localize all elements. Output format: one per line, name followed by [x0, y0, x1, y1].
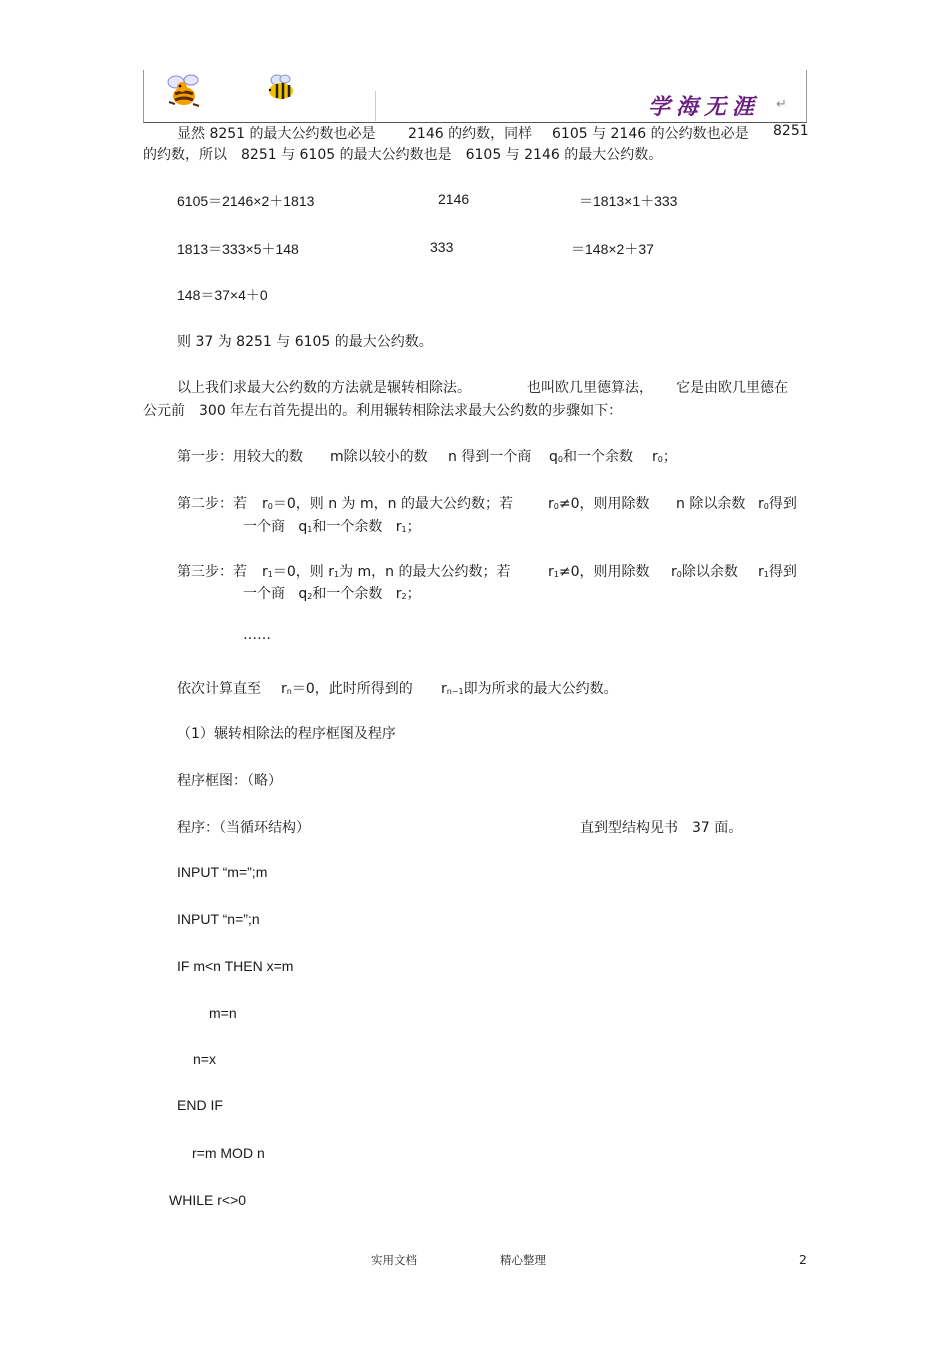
- subscript: 1: [307, 525, 313, 534]
- var-r: r: [548, 564, 554, 580]
- subscript: 2: [307, 592, 313, 601]
- equation-3: ＝1813×1＋333: [579, 193, 678, 209]
- para1-line1-d: 8251: [773, 123, 809, 139]
- text: 为 m，n 的最大公约数；若: [339, 564, 511, 580]
- flowchart-line: 程序框图：（略）: [177, 773, 282, 789]
- equation-7: 148＝37×4＋0: [177, 287, 268, 303]
- text: ；: [406, 519, 421, 535]
- text: 除以余数: [681, 564, 738, 580]
- para1-line2: 的约数，所以 8251 与 6105 的最大公约数也是 6105 与 2146 的最大公约数。: [143, 147, 663, 163]
- page-number: 2: [799, 1252, 807, 1267]
- code-line-1: INPUT “m=”;m: [177, 864, 268, 880]
- para1-line1-b: 2146 的约数，同样: [408, 126, 533, 142]
- step3-r1: [262, 561, 511, 581]
- code-line-4: m=n: [209, 1005, 237, 1021]
- text: 一个商: [243, 586, 285, 602]
- text: 和一个余数: [312, 586, 383, 602]
- header-divider: [375, 91, 376, 121]
- step1-q: [549, 446, 633, 466]
- step2-r0c: [758, 493, 797, 513]
- subscript: 0: [267, 502, 273, 511]
- return-mark: ↵: [776, 97, 787, 112]
- step2-line2: [243, 516, 421, 536]
- code-line-8: WHILE r<>0: [169, 1192, 247, 1208]
- step1-b: m除以较小的数: [330, 449, 428, 465]
- code-line-7: r=m MOD n: [192, 1145, 265, 1161]
- step3-label: 第三步：若: [177, 564, 247, 580]
- para1-line1-a: 显然 8251 的最大公约数也必是: [177, 126, 376, 142]
- step1-r: [652, 446, 677, 466]
- equation-4: 1813＝333×5＋148: [177, 241, 299, 257]
- subscript: 0: [657, 455, 663, 464]
- text: ＝0，此时所得到的: [291, 681, 413, 697]
- header-motto: 学海无涯: [648, 94, 761, 120]
- subscript: 1: [333, 570, 340, 579]
- conclusion-rn1: [441, 678, 618, 698]
- step3-r1b: [548, 561, 650, 581]
- ellipsis: ……: [243, 627, 271, 643]
- text: ≠0，则用除数: [558, 496, 650, 512]
- var-r: r: [758, 564, 764, 580]
- footer-left: 实用文档: [371, 1253, 417, 1267]
- var-r: r: [548, 496, 554, 512]
- text: ＝0，则 n 为 m，n 的最大公约数；若: [272, 496, 513, 512]
- code-line-5: n=x: [193, 1051, 216, 1067]
- text: ＝0，则 r: [272, 564, 334, 580]
- para2-line1-a: 以上我们求最大公约数的方法就是辗转相除法。: [177, 380, 471, 396]
- var-r: r: [758, 496, 764, 512]
- equation-6: ＝148×2＋37: [571, 241, 654, 257]
- step3-r0: [671, 561, 738, 581]
- para2-line1-b: 也叫欧几里德算法，: [527, 380, 653, 396]
- subscript: 0: [557, 455, 563, 464]
- subscript: 1: [401, 525, 407, 534]
- var-r: r: [395, 586, 402, 602]
- text: ；: [406, 586, 421, 602]
- step2-r0: [262, 493, 513, 513]
- subscript: 0: [763, 502, 769, 511]
- text: 一个商: [243, 519, 285, 535]
- equation-5: 333: [430, 239, 454, 255]
- subscript: 1: [763, 570, 769, 579]
- step1-label: 第一步：用较大的数: [177, 449, 303, 465]
- step3-line2: [243, 583, 421, 603]
- cartoon-bee-icon: [163, 70, 205, 112]
- subscript: 2: [401, 592, 407, 601]
- result-line: 则 37 为 8251 与 6105 的最大公约数。: [177, 334, 433, 350]
- var-r: r: [395, 519, 402, 535]
- code-line-2: INPUT “n=”;n: [177, 911, 260, 927]
- para2-line1-c: 它是由欧几里德在: [676, 380, 788, 396]
- para1-line1-c: 6105 与 2146 的公约数也必是: [552, 126, 749, 142]
- subscript: n−1: [446, 687, 464, 696]
- var-r: r: [671, 564, 677, 580]
- text: 得到: [768, 564, 797, 580]
- var-r: r: [281, 681, 287, 697]
- subscript: 0: [553, 502, 559, 511]
- para2-line2: 公元前 300 年左右首先提出的。利用辗转相除法求最大公约数的步骤如下：: [143, 403, 623, 419]
- text: 即为所求的最大公约数。: [463, 681, 618, 697]
- equation-1: 6105＝2146×2＋1813: [177, 193, 315, 209]
- var-r: r: [262, 564, 268, 580]
- section-title: （1）辗转相除法的程序框图及程序: [177, 726, 396, 742]
- var-q: q: [298, 519, 308, 535]
- step2-label: 第二步：若: [177, 496, 247, 512]
- text: 和一个余数: [562, 449, 633, 465]
- step2-r0b: [548, 493, 650, 513]
- conclusion-a: 依次计算直至: [177, 681, 261, 697]
- text: ；: [662, 449, 677, 465]
- code-line-3: IF m<n THEN x=m: [177, 958, 294, 974]
- subscript: n: [286, 687, 292, 696]
- equation-2: 2146: [438, 191, 470, 207]
- footer-mid: 精心整理: [500, 1253, 546, 1267]
- step3-r1c: [758, 561, 797, 581]
- var-q: q: [298, 586, 308, 602]
- text: 和一个余数: [312, 519, 383, 535]
- subscript: 0: [676, 570, 682, 579]
- subscript: 1: [267, 570, 273, 579]
- step2-d: n 除以余数: [676, 496, 746, 512]
- text: ≠0，则用除数: [558, 564, 650, 580]
- text: 得到: [768, 496, 797, 512]
- var-r: r: [441, 681, 447, 697]
- program-label: 程序：（当循环结构）: [177, 820, 310, 836]
- code-line-6: END IF: [177, 1097, 223, 1113]
- small-bee-icon: [263, 72, 299, 102]
- conclusion-rn: [281, 678, 413, 698]
- program-note: 直到型结构见书 37 面。: [580, 820, 743, 836]
- var-q: q: [549, 449, 558, 465]
- var-r: r: [652, 449, 658, 465]
- var-r: r: [262, 496, 268, 512]
- subscript: 1: [553, 570, 559, 579]
- step1-c: n 得到一个商: [448, 449, 532, 465]
